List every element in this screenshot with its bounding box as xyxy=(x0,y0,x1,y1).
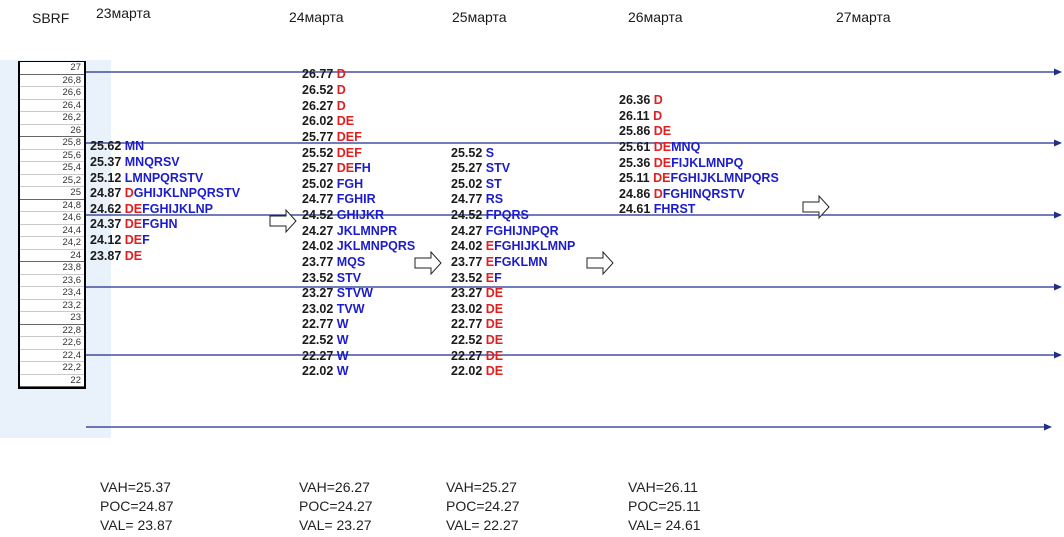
profile-row xyxy=(90,186,240,201)
initial-letters: DE xyxy=(124,217,143,232)
poc-label: POC=24.87 xyxy=(100,498,174,514)
scale-tick: 24,8 xyxy=(20,200,84,213)
profile-price: 22.52 xyxy=(451,333,483,347)
scale-tick: 24,2 xyxy=(20,237,84,250)
profile-row xyxy=(302,208,384,223)
profile-price: 25.52 xyxy=(302,145,334,160)
initial-letters: DE xyxy=(485,286,504,301)
profile-price: 22.52 xyxy=(302,333,334,347)
profile-row xyxy=(619,171,779,186)
initial-letters: D xyxy=(336,83,346,97)
session-letters: FGHIR xyxy=(336,192,376,207)
scale-tick: 22,2 xyxy=(20,362,84,375)
session-letters: W xyxy=(336,348,349,363)
profile-price: 22.27 xyxy=(451,348,483,363)
profile-price: 25.77 xyxy=(302,129,334,144)
initial-letters: DE xyxy=(124,233,143,247)
profile-price: 24.27 xyxy=(451,223,483,238)
val-label: VAL= 23.27 xyxy=(299,517,372,533)
initial-letters: DE xyxy=(653,171,671,186)
profile-price: 23.27 xyxy=(302,286,334,301)
profile-row xyxy=(451,177,502,192)
profile-row xyxy=(451,333,503,348)
initial-letters: D xyxy=(653,186,663,201)
profile-row xyxy=(619,187,745,202)
initial-letters: E xyxy=(485,270,495,285)
initial-letters: DE xyxy=(336,161,355,176)
profile-row xyxy=(451,192,503,207)
profile-price: 22.02 xyxy=(451,364,483,379)
session-letters: MQS xyxy=(336,254,366,269)
initial-letters: DE xyxy=(485,317,504,332)
scale-tick: 22,4 xyxy=(20,350,84,363)
profile-price: 24.12 xyxy=(90,233,122,247)
profile-price: 25.12 xyxy=(90,170,122,185)
arrowhead xyxy=(1054,69,1062,76)
initial-letters: DE xyxy=(485,301,504,316)
profile-row xyxy=(619,109,662,124)
session-letters: STV xyxy=(336,270,362,285)
session-letters: FGKLMN xyxy=(494,254,548,269)
profile-price: 24.87 xyxy=(90,186,122,201)
profile-price: 25.27 xyxy=(302,161,334,176)
session-letters: FIJKLMNPQ xyxy=(671,155,744,170)
profile-price: 22.77 xyxy=(451,317,483,332)
profile-price: 26.52 xyxy=(302,83,334,97)
profile-row xyxy=(451,208,529,223)
session-letters: FPQRS xyxy=(485,208,529,222)
profile-row xyxy=(302,317,349,332)
scale-tick: 27 xyxy=(20,62,84,75)
session-letters: W xyxy=(336,333,349,347)
initial-letters: D xyxy=(336,98,346,113)
session-letters: FGHIJKLMNPQRS xyxy=(670,171,779,186)
profile-price: 24.77 xyxy=(451,192,483,207)
profile-row xyxy=(90,233,150,248)
profile-row xyxy=(451,302,503,317)
profile-row xyxy=(90,171,203,186)
ticker-label: SBRF xyxy=(32,10,70,26)
arrowhead xyxy=(1054,212,1062,219)
poc-label: POC=24.27 xyxy=(446,498,520,514)
vah-label: VAH=25.27 xyxy=(446,479,517,495)
scale-tick: 23,8 xyxy=(20,262,84,275)
profile-price: 25.11 xyxy=(619,171,650,186)
profile-price: 22.27 xyxy=(302,348,334,363)
scale-tick: 23,6 xyxy=(20,275,84,288)
profile-row xyxy=(302,130,362,145)
profile-price: 24.77 xyxy=(302,192,334,207)
profile-row xyxy=(302,114,354,129)
scale-tick: 24,4 xyxy=(20,225,84,238)
profile-row xyxy=(90,139,144,154)
vah-label: VAH=26.27 xyxy=(299,479,370,495)
scale-tick: 26,4 xyxy=(20,100,84,113)
profile-price: 26.36 xyxy=(619,93,651,107)
profile-row xyxy=(302,192,376,207)
profile-row xyxy=(302,99,346,114)
profile-price: 25.62 xyxy=(90,139,122,154)
initial-letters: D xyxy=(653,93,663,107)
initial-letters: E xyxy=(485,254,495,269)
session-letters: FGHINQRSTV xyxy=(662,186,745,201)
profile-price: 24.86 xyxy=(619,186,651,201)
profile-price: 24.61 xyxy=(619,202,651,217)
session-letters: FGHN xyxy=(142,217,178,232)
profile-row xyxy=(90,155,180,170)
profile-price: 26.02 xyxy=(302,114,334,129)
session-letters: W xyxy=(336,317,349,332)
profile-row xyxy=(302,83,346,98)
profile-row xyxy=(451,364,503,379)
arrowhead xyxy=(1044,424,1052,431)
profile-row xyxy=(451,224,559,239)
scale-tick: 22,6 xyxy=(20,337,84,350)
session-letters: GHIJKLNPQRSTV xyxy=(133,186,241,201)
initial-letters: DE xyxy=(336,114,355,129)
initial-letters: DE xyxy=(653,155,672,170)
profile-row xyxy=(302,302,365,317)
initial-letters: DE xyxy=(653,139,672,154)
scale-tick: 24,6 xyxy=(20,212,84,225)
session-letters: TVW xyxy=(336,301,365,316)
date-header: 26марта xyxy=(628,9,683,25)
profile-price: 22.02 xyxy=(302,364,334,379)
scale-tick: 26 xyxy=(20,125,84,138)
session-letters: S xyxy=(485,145,495,160)
profile-row xyxy=(302,177,363,192)
session-letters: F xyxy=(142,233,150,247)
profile-row xyxy=(451,349,503,364)
profile-price: 25.36 xyxy=(619,155,651,170)
initial-letters: DE xyxy=(485,364,504,379)
session-letters: MNQRSV xyxy=(124,154,180,169)
profile-row xyxy=(451,146,494,161)
hollow-arrow-icon xyxy=(587,252,613,274)
scale-tick: 24 xyxy=(20,250,84,263)
initial-letters: DE xyxy=(124,201,143,216)
profile-row xyxy=(302,146,362,161)
profile-price: 25.02 xyxy=(451,176,483,191)
profile-price: 23.27 xyxy=(451,286,483,301)
profile-price: 24.27 xyxy=(302,223,334,238)
profile-price: 23.87 xyxy=(90,248,122,263)
profile-price: 24.62 xyxy=(90,201,122,216)
initial-letters: DEF xyxy=(336,145,362,160)
val-label: VAL= 23.87 xyxy=(100,517,173,533)
session-letters: FGHIJKLMNP xyxy=(494,239,576,254)
profile-price: 23.77 xyxy=(302,254,334,269)
profile-row xyxy=(302,239,415,254)
scale-tick: 22,8 xyxy=(20,325,84,338)
profile-price: 23.52 xyxy=(451,270,483,285)
poc-label: POC=24.27 xyxy=(299,498,373,514)
initial-letters: E xyxy=(485,239,495,254)
scale-tick: 25,8 xyxy=(20,137,84,150)
profile-price: 26.77 xyxy=(302,67,334,82)
profile-row xyxy=(302,67,346,82)
profile-row xyxy=(619,93,663,108)
profile-price: 25.86 xyxy=(619,124,651,139)
session-letters: STVW xyxy=(336,286,373,301)
profile-row xyxy=(451,317,503,332)
profile-row xyxy=(302,161,371,176)
profile-row xyxy=(451,286,503,301)
val-label: VAL= 24.61 xyxy=(628,517,701,533)
initial-letters: D xyxy=(124,186,134,201)
profile-row xyxy=(619,202,695,217)
initial-letters: DE xyxy=(124,248,143,263)
date-header: 25марта xyxy=(452,9,507,25)
session-letters: STV xyxy=(485,161,511,176)
profile-row xyxy=(302,271,361,286)
scale-tick: 25,2 xyxy=(20,175,84,188)
session-letters: FH xyxy=(354,161,371,176)
date-header: 27марта xyxy=(836,9,891,25)
profile-row xyxy=(90,249,142,264)
scale-tick: 23 xyxy=(20,312,84,325)
profile-row xyxy=(302,349,349,364)
scale-tick: 26,2 xyxy=(20,112,84,125)
profile-row xyxy=(90,202,213,217)
initial-letters: DE xyxy=(653,124,672,139)
profile-price: 25.02 xyxy=(302,176,334,191)
vah-label: VAH=26.11 xyxy=(628,479,698,495)
profile-price: 24.02 xyxy=(302,239,334,254)
session-letters: FGHIJKLNP xyxy=(142,201,213,216)
session-letters: ST xyxy=(485,176,502,191)
initial-letters: DE xyxy=(485,348,504,363)
initial-letters: D xyxy=(336,67,346,82)
arrowhead xyxy=(1054,140,1062,147)
val-label: VAL= 22.27 xyxy=(446,517,519,533)
profile-price: 23.02 xyxy=(302,301,334,316)
profile-row xyxy=(90,217,178,232)
hollow-arrow-icon xyxy=(415,252,441,274)
scale-tick: 23,2 xyxy=(20,300,84,313)
profile-price: 24.02 xyxy=(451,239,483,254)
scale-tick: 25,4 xyxy=(20,162,84,175)
profile-row xyxy=(451,239,575,254)
session-letters: FGH xyxy=(336,176,364,191)
poc-label: POC=25.11 xyxy=(628,498,701,514)
session-letters: MN xyxy=(124,139,145,154)
initial-letters: DEF xyxy=(336,129,362,144)
profile-row xyxy=(302,364,349,379)
profile-price: 26.11 xyxy=(619,108,650,123)
session-letters: JKLMNPQRS xyxy=(336,239,416,254)
arrowhead xyxy=(1054,352,1062,359)
profile-row xyxy=(302,286,373,301)
session-letters: GHIJKR xyxy=(336,208,384,222)
profile-price: 23.52 xyxy=(302,270,334,285)
date-header: 23марта xyxy=(96,5,151,21)
profile-row xyxy=(619,156,743,171)
session-letters: F xyxy=(494,270,502,285)
scale-tick: 25,6 xyxy=(20,150,84,163)
profile-price: 25.37 xyxy=(90,154,122,169)
scale-tick: 26,8 xyxy=(20,75,84,88)
scale-tick: 23,4 xyxy=(20,287,84,300)
profile-row xyxy=(302,224,397,239)
profile-row xyxy=(451,161,510,176)
date-header: 24марта xyxy=(289,9,344,25)
profile-row xyxy=(302,333,349,348)
scale-tick: 25 xyxy=(20,187,84,200)
profile-price: 24.37 xyxy=(90,217,122,232)
profile-price: 24.52 xyxy=(302,208,334,222)
profile-row xyxy=(302,255,365,270)
profile-price: 23.77 xyxy=(451,254,483,269)
profile-row xyxy=(451,255,548,270)
hollow-arrow-icon xyxy=(270,210,296,232)
initial-letters: D xyxy=(653,108,663,123)
session-letters: RS xyxy=(485,192,504,207)
scale-tick: 22 xyxy=(20,375,84,388)
profile-row xyxy=(451,271,502,286)
session-letters: FHRST xyxy=(653,202,696,217)
profile-price: 26.27 xyxy=(302,98,334,113)
profile-price: 23.02 xyxy=(451,301,483,316)
session-letters: JKLMNPR xyxy=(336,223,398,238)
session-letters: MNQ xyxy=(671,139,701,154)
profile-price: 24.52 xyxy=(451,208,483,222)
profile-price: 25.61 xyxy=(619,139,651,154)
initial-letters: DE xyxy=(485,333,504,347)
profile-price: 25.52 xyxy=(451,145,483,160)
profile-row xyxy=(619,124,671,139)
profile-price: 25.27 xyxy=(451,161,483,176)
session-letters: FGHIJNPQR xyxy=(485,223,559,238)
arrowhead xyxy=(1054,284,1062,291)
profile-price: 22.77 xyxy=(302,317,334,332)
session-letters: W xyxy=(336,364,349,379)
scale-tick: 26,6 xyxy=(20,87,84,100)
vah-label: VAH=25.37 xyxy=(100,479,171,495)
session-letters: LMNPQRSTV xyxy=(124,170,204,185)
profile-row xyxy=(619,140,700,155)
